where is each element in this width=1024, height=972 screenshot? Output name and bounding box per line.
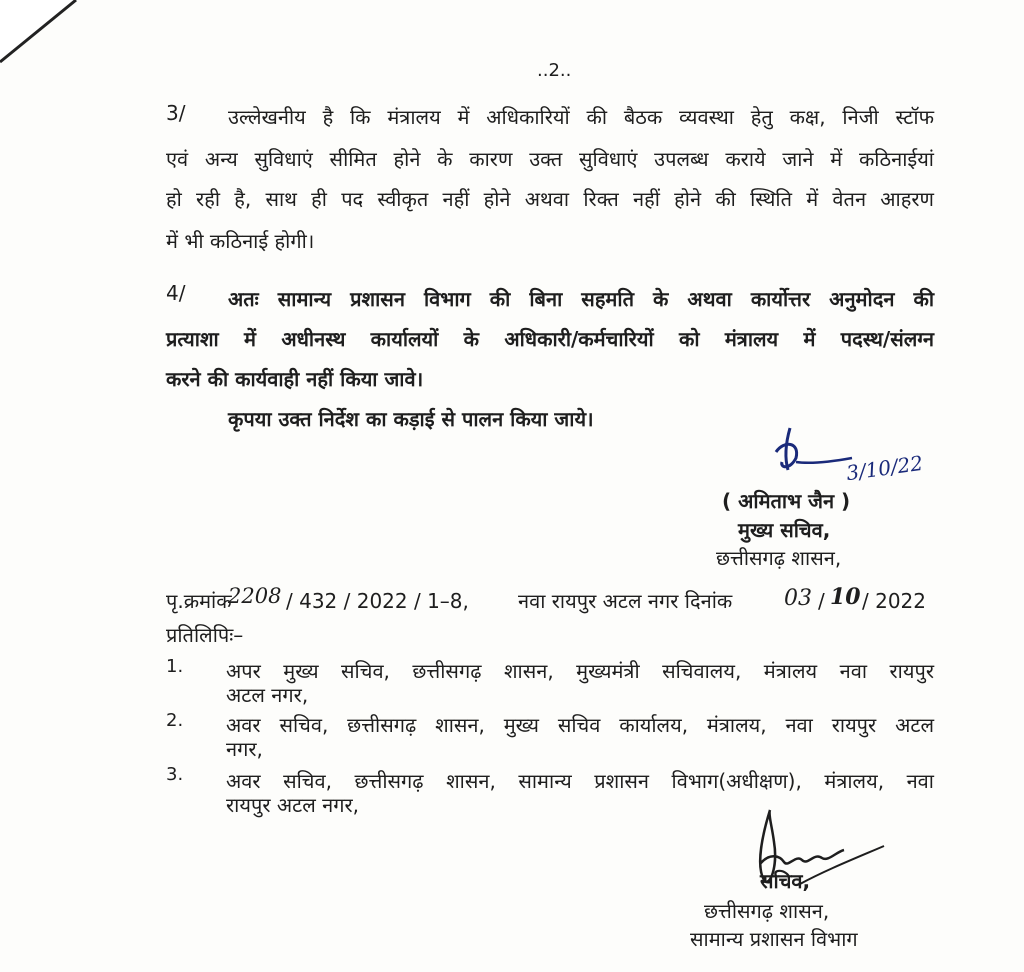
signature-1-date: 3/10/22 (844, 450, 925, 486)
copy-2-number: 2. (166, 710, 184, 731)
reference-handwritten-no: 2208 (228, 584, 282, 608)
paper-fold-shadow (0, 0, 80, 70)
page-number: ..2.. (537, 60, 572, 81)
para3-line-4: में भी कठिनाई होगी। (166, 229, 315, 253)
para3-line-2: एवं अन्य सुविधाएं सीमित होने के कारण उक्त सुविधाएं उपलब्ध कराये जाने में कठिनाईयां (166, 147, 934, 171)
copy-1-line-1: अपर मुख्य सचिव, छत्तीसगढ़ शासन, मुख्यमंत्री सचिवालय, मंत्रालय नवा रायपुर (226, 659, 934, 683)
para3-line-3: हो रही है, साथ ही पद स्वीकृत नहीं होने अथवा रिक्त नहीं होने की स्थिति में वेतन आहरण (166, 187, 934, 211)
para3-line-1: उल्लेखनीय है कि मंत्रालय में अधिकारियों की बैठक व्यवस्था हेतु कक्ष, निजी स्टॉफ (228, 105, 934, 129)
para4-line-1: अतः सामान्य प्रशासन विभाग की बिना सहमति के अथवा कार्योत्तर अनुमोदन की (228, 287, 934, 311)
para3-number: 3/ (166, 101, 186, 125)
copy-heading: प्रतिलिपिः– (166, 623, 244, 647)
signatory1-office: छत्तीसगढ़ शासन, (716, 546, 842, 570)
reference-date-year: / 2022 (862, 589, 926, 613)
signatory2-office: छत्तीसगढ़ शासन, (704, 899, 830, 923)
reference-suffix: / 432 / 2022 / 1–8, (286, 589, 469, 613)
para4-number: 4/ (166, 281, 186, 305)
copy-2-line-1: अवर सचिव, छत्तीसगढ़ शासन, मुख्य सचिव कार्यालय, मंत्रालय, नवा रायपुर अटल (226, 713, 934, 737)
request-line: कृपया उक्त निर्देश का कड़ाई से पालन किया जाये। (228, 407, 594, 431)
signatory1-name: ( अमिताभ जैन ) (722, 489, 851, 513)
reference-place-date-label: नवा रायपुर अटल नगर दिनांक (518, 589, 733, 613)
copy-3-line-2: रायपुर अटल नगर, (226, 793, 360, 817)
signatory1-designation: मुख्य सचिव, (738, 518, 831, 542)
reference-date-sep: / (818, 589, 825, 613)
reference-prefix: पृ.क्रमांक (166, 589, 232, 613)
signature-1-mark (760, 422, 860, 482)
copy-3-line-1: अवर सचिव, छत्तीसगढ़ शासन, सामान्य प्रशासन विभाग(अधीक्षण), मंत्रालय, नवा (226, 769, 934, 793)
copy-1-line-2: अटल नगर, (226, 683, 309, 707)
signatory2-department: सामान्य प्रशासन विभाग (690, 927, 858, 951)
signatory2-designation: सचिव, (760, 869, 811, 893)
copy-3-number: 3. (166, 764, 184, 785)
para4-line-2: प्रत्याशा में अधीनस्थ कार्यालयों के अधिकारी/कर्मचारियों को मंत्रालय में पदस्थ/संलग्न (166, 327, 934, 351)
copy-1-number: 1. (166, 656, 184, 677)
reference-date-month: 10 (830, 584, 861, 610)
copy-2-line-2: नगर, (226, 737, 263, 761)
para4-line-3: करने की कार्यवाही नहीं किया जावे। (166, 367, 424, 391)
reference-date-day: 03 (784, 586, 812, 611)
